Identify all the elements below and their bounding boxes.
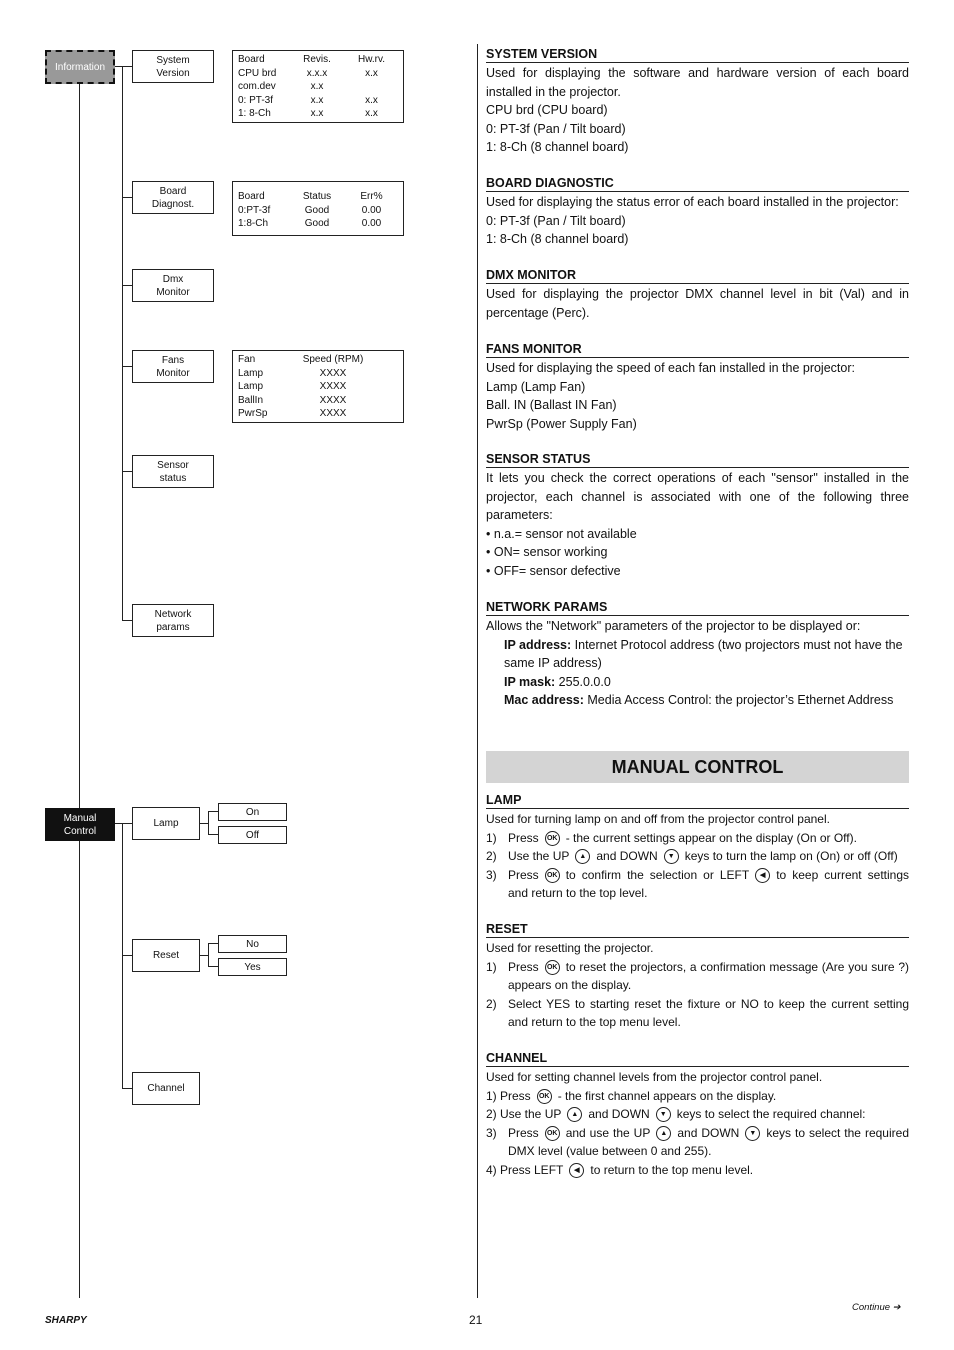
lamp-on-option — [218, 803, 287, 821]
cell: x.x — [310, 94, 324, 106]
dmx-monitor-line-1: Dmx — [162, 273, 184, 285]
channel-step-2 — [486, 1105, 909, 1124]
ok-button-icon: OK — [545, 868, 560, 883]
cell: x.x — [365, 94, 378, 106]
cell: com.dev — [238, 81, 276, 92]
section-heading: BOARD DIAGNOSTIC — [486, 176, 909, 192]
section-heading: CHANNEL — [486, 1051, 909, 1067]
section-text: Used for displaying the projector DMX channel level in bit (Val) and in percentage (Perc). — [486, 287, 909, 320]
cell: x.x — [310, 81, 324, 92]
step-text: Use the UP — [508, 849, 570, 863]
step-text: 2) Use the UP — [486, 1107, 562, 1121]
table-row — [238, 407, 368, 421]
section-text: It lets you check the correct operations of each "sensor" installed in the projector, each channel is associated with one of the following three parameters: — [486, 471, 909, 522]
table-row — [238, 53, 399, 67]
cell: 0: PT-3f — [238, 94, 274, 106]
board-diagnostic-line-2: Diagnost. — [151, 198, 195, 210]
table-row — [238, 380, 368, 394]
table-row — [238, 394, 368, 408]
network-item-label: IP mask: — [504, 674, 556, 689]
table-row — [238, 204, 399, 218]
step-text: to reset the projectors, a confirmation message (Are you sure ?) appears on the display. — [508, 959, 909, 992]
manual-control-line-1: Manual — [63, 812, 97, 824]
section-heading: DMX MONITOR — [486, 268, 909, 284]
section-heading: RESET — [486, 922, 909, 938]
cell: Lamp — [238, 367, 264, 379]
cell: x.x.x — [306, 67, 328, 79]
section-heading: FANS MONITOR — [486, 342, 909, 358]
table-row — [238, 353, 368, 367]
reset-no-option — [218, 935, 287, 953]
table-row — [238, 217, 399, 231]
section-text: Allows the "Network" parameters of the projector to be displayed or: — [486, 619, 861, 633]
step-text: Press — [508, 1125, 539, 1140]
cell: Board — [238, 54, 265, 65]
network-item-label: IP address: — [504, 637, 572, 652]
lamp-section — [486, 793, 909, 903]
cell: Board — [238, 191, 265, 202]
continue-link: Continue ➔ — [852, 1302, 901, 1313]
reset-yes-option — [218, 958, 287, 976]
lamp-label: Lamp — [153, 818, 179, 829]
table-row — [238, 94, 399, 108]
lamp-step-2 — [486, 847, 909, 866]
table-row — [238, 80, 399, 94]
system-version-display — [232, 50, 404, 123]
section-heading: NETWORK PARAMS — [486, 600, 909, 616]
network-item-text: Media Access Control: the projector’s Ethernet Address — [583, 693, 894, 707]
step-text: Press — [508, 830, 539, 845]
manual-control-title: MANUAL CONTROL — [486, 751, 909, 783]
fans-monitor-line-1: Fans — [161, 354, 185, 366]
fans-monitor-display — [232, 350, 404, 423]
network-params-node — [132, 604, 214, 637]
section-text: Used for displaying the status error of each board installed in the projector: — [486, 195, 899, 209]
channel-step-4 — [486, 1161, 909, 1180]
step-text: to keep current settings and return to the top level. — [508, 867, 909, 900]
section-heading: SENSOR STATUS — [486, 452, 909, 468]
information-node — [45, 50, 115, 84]
board-diagnostic-section — [486, 176, 909, 249]
table-row — [238, 67, 399, 81]
network-item-text: Internet Protocol address (two projectors must not have the same IP address) — [504, 637, 903, 670]
step-text: 1) Press — [486, 1088, 531, 1103]
channel-section — [486, 1051, 909, 1179]
cell: Err% — [360, 191, 383, 202]
sensor-status-node — [132, 455, 214, 488]
step-number: 2) — [486, 849, 497, 863]
section-line: 0: PT-3f (Pan / Tilt board) — [486, 121, 626, 136]
cell: Good — [304, 218, 330, 229]
network-params-line-1: Network — [154, 608, 192, 620]
sensor-status-section — [486, 452, 909, 580]
reset-step-1 — [486, 958, 909, 995]
step-text: - the current settings appear on the display (On or Off). — [565, 830, 857, 845]
sensor-status-line-2: status — [159, 472, 187, 484]
manual-control-node — [45, 808, 115, 841]
section-line: Lamp (Lamp Fan) — [486, 379, 586, 394]
cell — [344, 80, 399, 94]
ok-button-icon: OK — [545, 960, 560, 975]
left-button-icon: ◀ — [569, 1163, 584, 1178]
section-line: • OFF= sensor defective — [486, 563, 621, 578]
network-item-text: 255.0.0.0 — [555, 674, 611, 689]
step-text: and DOWN — [588, 1107, 650, 1121]
lamp-step-3 — [486, 866, 909, 903]
cell: BallIn — [238, 394, 264, 406]
step-text: to confirm the selection or LEFT — [565, 867, 750, 882]
section-line: CPU brd (CPU board) — [486, 103, 608, 117]
section-line: PwrSp (Power Supply Fan) — [486, 416, 637, 431]
step-text: Press — [508, 959, 539, 974]
lamp-node — [132, 807, 200, 840]
step-text: keys to select the required DMX level (value between 0 and 255). — [508, 1125, 909, 1158]
section-line: 1: 8-Ch (8 channel board) — [486, 140, 629, 154]
cell: Revis. — [303, 54, 331, 65]
system-version-line-2: Version — [156, 67, 190, 79]
channel-label: Channel — [147, 1083, 185, 1094]
fans-monitor-line-2: Monitor — [156, 367, 190, 379]
lamp-off-label: Off — [245, 829, 260, 841]
board-diagnostic-node — [132, 181, 214, 214]
cell: 1: 8-Ch — [238, 108, 271, 119]
cell: Lamp — [238, 381, 264, 392]
table-row — [238, 190, 399, 204]
dmx-monitor-node — [132, 269, 214, 302]
step-text: and DOWN — [677, 1125, 740, 1140]
fans-monitor-node — [132, 350, 214, 383]
section-heading: LAMP — [486, 793, 909, 809]
channel-step-3 — [486, 1124, 909, 1161]
cell: 0:PT-3f — [238, 204, 271, 216]
network-params-line-2: params — [156, 621, 190, 633]
channel-step-1 — [486, 1087, 909, 1106]
down-button-icon: ▼ — [664, 849, 679, 864]
step-text: Press — [508, 867, 539, 882]
network-item — [486, 691, 909, 710]
reset-node — [132, 939, 200, 972]
lamp-step-1 — [486, 829, 909, 848]
information-label: Information — [54, 61, 106, 73]
lamp-on-label: On — [245, 806, 260, 818]
cell: x.x — [310, 108, 324, 119]
board-diagnostic-line-1: Board — [159, 185, 187, 197]
network-item — [486, 673, 909, 692]
up-button-icon: ▲ — [567, 1107, 582, 1122]
step-number: 2) — [486, 996, 497, 1011]
reset-step-2 — [486, 995, 909, 1032]
cell: Status — [302, 191, 332, 202]
system-version-line-1: System — [156, 54, 190, 66]
cell: 1:8-Ch — [238, 218, 269, 229]
sensor-status-line-1: Sensor — [157, 459, 189, 471]
lamp-off-option — [218, 826, 287, 844]
cell: Hw.rv. — [357, 54, 386, 65]
system-version-section — [486, 47, 909, 157]
step-text: and use the UP — [565, 1125, 651, 1140]
section-text: Used for setting channel levels from the projector control panel. — [486, 1070, 823, 1084]
section-line: 0: PT-3f (Pan / Tilt board) — [486, 213, 626, 228]
page-number: 21 — [469, 1313, 483, 1327]
step-text: keys to select the required channel: — [676, 1107, 866, 1121]
cell: x.x — [365, 108, 378, 119]
cell: 0.00 — [361, 204, 382, 216]
cell: PwrSp — [238, 408, 268, 419]
step-number: 1) — [486, 959, 497, 974]
down-button-icon: ▼ — [745, 1126, 760, 1141]
manual-control-line-2: Control — [63, 825, 97, 837]
network-item-label: Mac address: — [504, 693, 584, 707]
down-button-icon: ▼ — [656, 1107, 671, 1122]
system-version-node — [132, 50, 214, 83]
reset-yes-label: Yes — [244, 961, 261, 973]
cell: Speed (RPM) — [302, 354, 364, 365]
ok-button-icon: OK — [545, 1126, 560, 1141]
fans-monitor-section — [486, 342, 909, 433]
section-text: Used for resetting the projector. — [486, 941, 654, 955]
section-text: Used for turning lamp on and off from the projector control panel. — [486, 812, 830, 826]
brand-logo: SHARPY — [45, 1315, 87, 1326]
left-button-icon: ◀ — [755, 868, 770, 883]
step-number: 1) — [486, 830, 497, 845]
section-line: • n.a.= sensor not available — [486, 526, 637, 541]
step-text: 4) Press LEFT — [486, 1162, 564, 1177]
cell: Good — [304, 204, 330, 216]
step-number: 3) — [486, 1125, 497, 1140]
reset-no-label: No — [246, 938, 259, 950]
dmx-monitor-section — [486, 268, 909, 322]
section-text: Used for displaying the software and hardware version of each board installed in the projector. — [486, 66, 909, 99]
ok-button-icon: OK — [537, 1089, 552, 1104]
section-line: 1: 8-Ch (8 channel board) — [486, 232, 629, 246]
cell: XXXX — [319, 381, 347, 392]
network-params-section — [486, 600, 909, 710]
dmx-monitor-line-2: Monitor — [156, 286, 190, 298]
step-number: 3) — [486, 867, 497, 882]
network-item — [486, 636, 909, 673]
ok-button-icon: OK — [545, 831, 560, 846]
section-line: • ON= sensor working — [486, 545, 608, 559]
reset-section — [486, 922, 909, 1032]
step-text: and DOWN — [596, 849, 658, 863]
cell: XXXX — [319, 408, 347, 419]
cell: 0.00 — [361, 218, 382, 229]
section-text: Used for displaying the speed of each fan installed in the projector: — [486, 361, 855, 375]
cell: Fan — [238, 354, 256, 365]
step-text: keys to turn the lamp on (On) or off (Off) — [684, 849, 898, 863]
step-text: Select YES to starting reset the fixture or NO to keep the current setting and return to the top menu level. — [508, 996, 909, 1029]
step-text: to return to the top menu level. — [590, 1162, 754, 1177]
channel-node — [132, 1072, 200, 1105]
cell: XXXX — [319, 394, 347, 406]
table-row — [238, 107, 399, 121]
reset-label: Reset — [152, 950, 180, 961]
step-text: - the first channel appears on the display. — [557, 1088, 777, 1103]
cell: CPU brd — [238, 67, 277, 79]
table-row — [238, 367, 368, 381]
cell: XXXX — [319, 367, 347, 379]
up-button-icon: ▲ — [575, 849, 590, 864]
board-diagnostic-display — [232, 181, 404, 236]
cell: x.x — [365, 67, 378, 79]
section-line: Ball. IN (Ballast IN Fan) — [486, 398, 617, 412]
up-button-icon: ▲ — [656, 1126, 671, 1141]
section-heading: SYSTEM VERSION — [486, 47, 909, 63]
